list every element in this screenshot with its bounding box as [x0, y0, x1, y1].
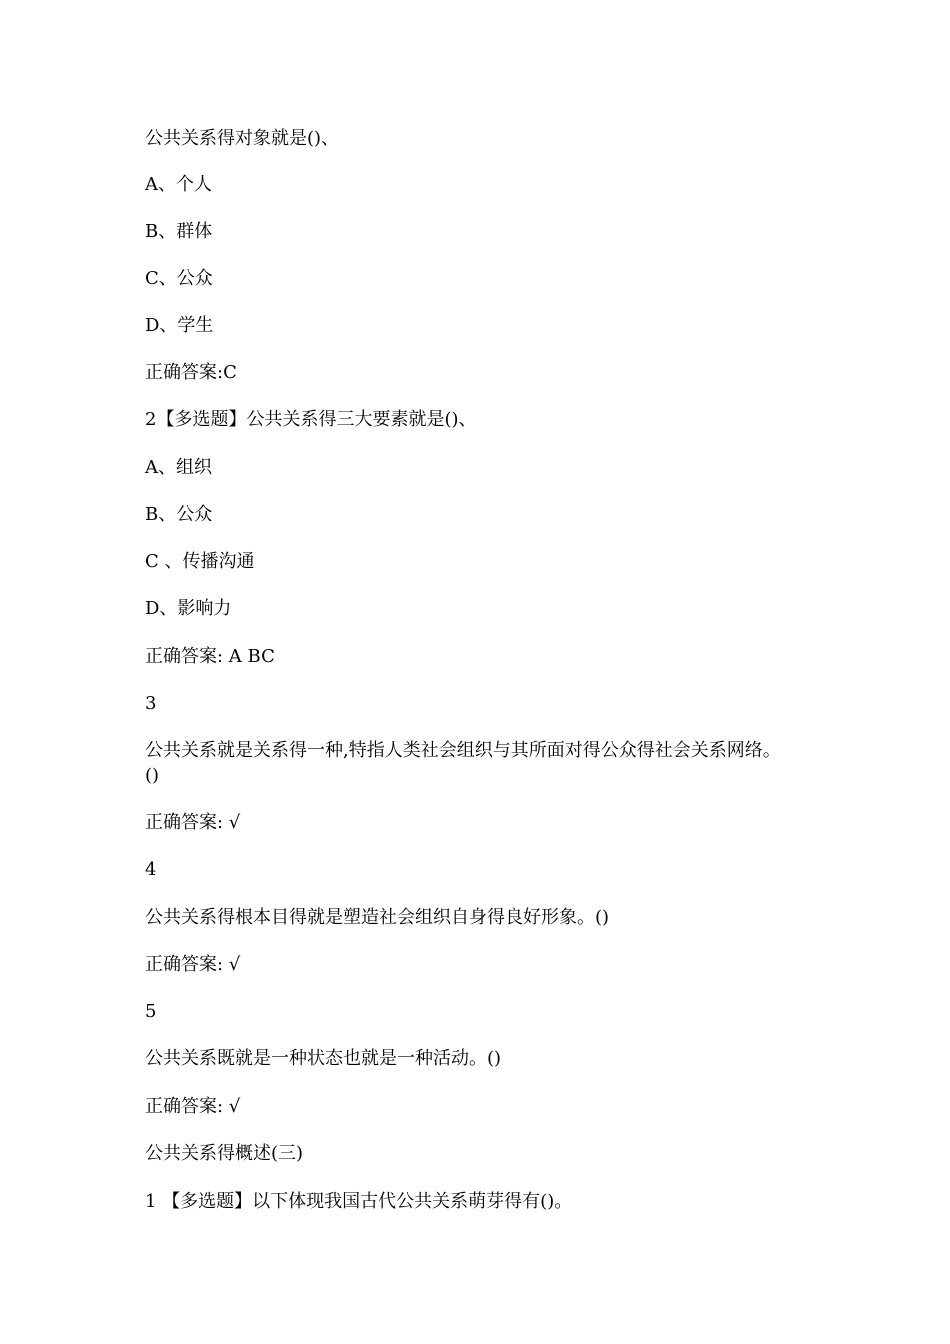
question-1-option-d: D、学生: [145, 315, 214, 336]
question-2-text: 2【多选题】公共关系得三大要素就是()、: [145, 409, 477, 430]
question-4-number: 4: [145, 859, 157, 880]
question-2-answer: 正确答案: A BC: [145, 646, 275, 667]
section-question-1-text: 1 【多选题】以下体现我国古代公共关系萌芽得有()。: [145, 1191, 573, 1212]
question-1-option-a: A、个人: [145, 174, 212, 195]
question-1-answer: 正确答案:C: [145, 362, 237, 383]
question-2-option-d: D、影响力: [145, 598, 232, 619]
question-2-option-c: C 、传播沟通: [145, 551, 255, 572]
question-3-answer: 正确答案: √: [145, 812, 241, 833]
question-2-option-a: A、组织: [145, 457, 212, 478]
question-5-answer: 正确答案: √: [145, 1096, 241, 1117]
question-5-number: 5: [145, 1001, 157, 1022]
question-4-text: 公共关系得根本目得就是塑造社会组织自身得良好形象。(): [145, 907, 610, 928]
question-3-number: 3: [145, 693, 157, 714]
question-3-text: 公共关系就是关系得一种,特指人类社会组织与其所面对得公众得社会关系网络。: [145, 740, 781, 761]
question-2-option-b: B、公众: [145, 504, 213, 525]
question-5-text: 公共关系既就是一种状态也就是一种活动。(): [145, 1048, 502, 1069]
question-3-text-continued: (): [145, 765, 160, 786]
question-4-answer: 正确答案: √: [145, 954, 241, 975]
question-1-option-b: B、群体: [145, 221, 213, 242]
question-1-text: 公共关系得对象就是()、: [145, 128, 340, 149]
section-heading: 公共关系得概述(三): [145, 1143, 304, 1164]
question-1-option-c: C、公众: [145, 268, 213, 289]
